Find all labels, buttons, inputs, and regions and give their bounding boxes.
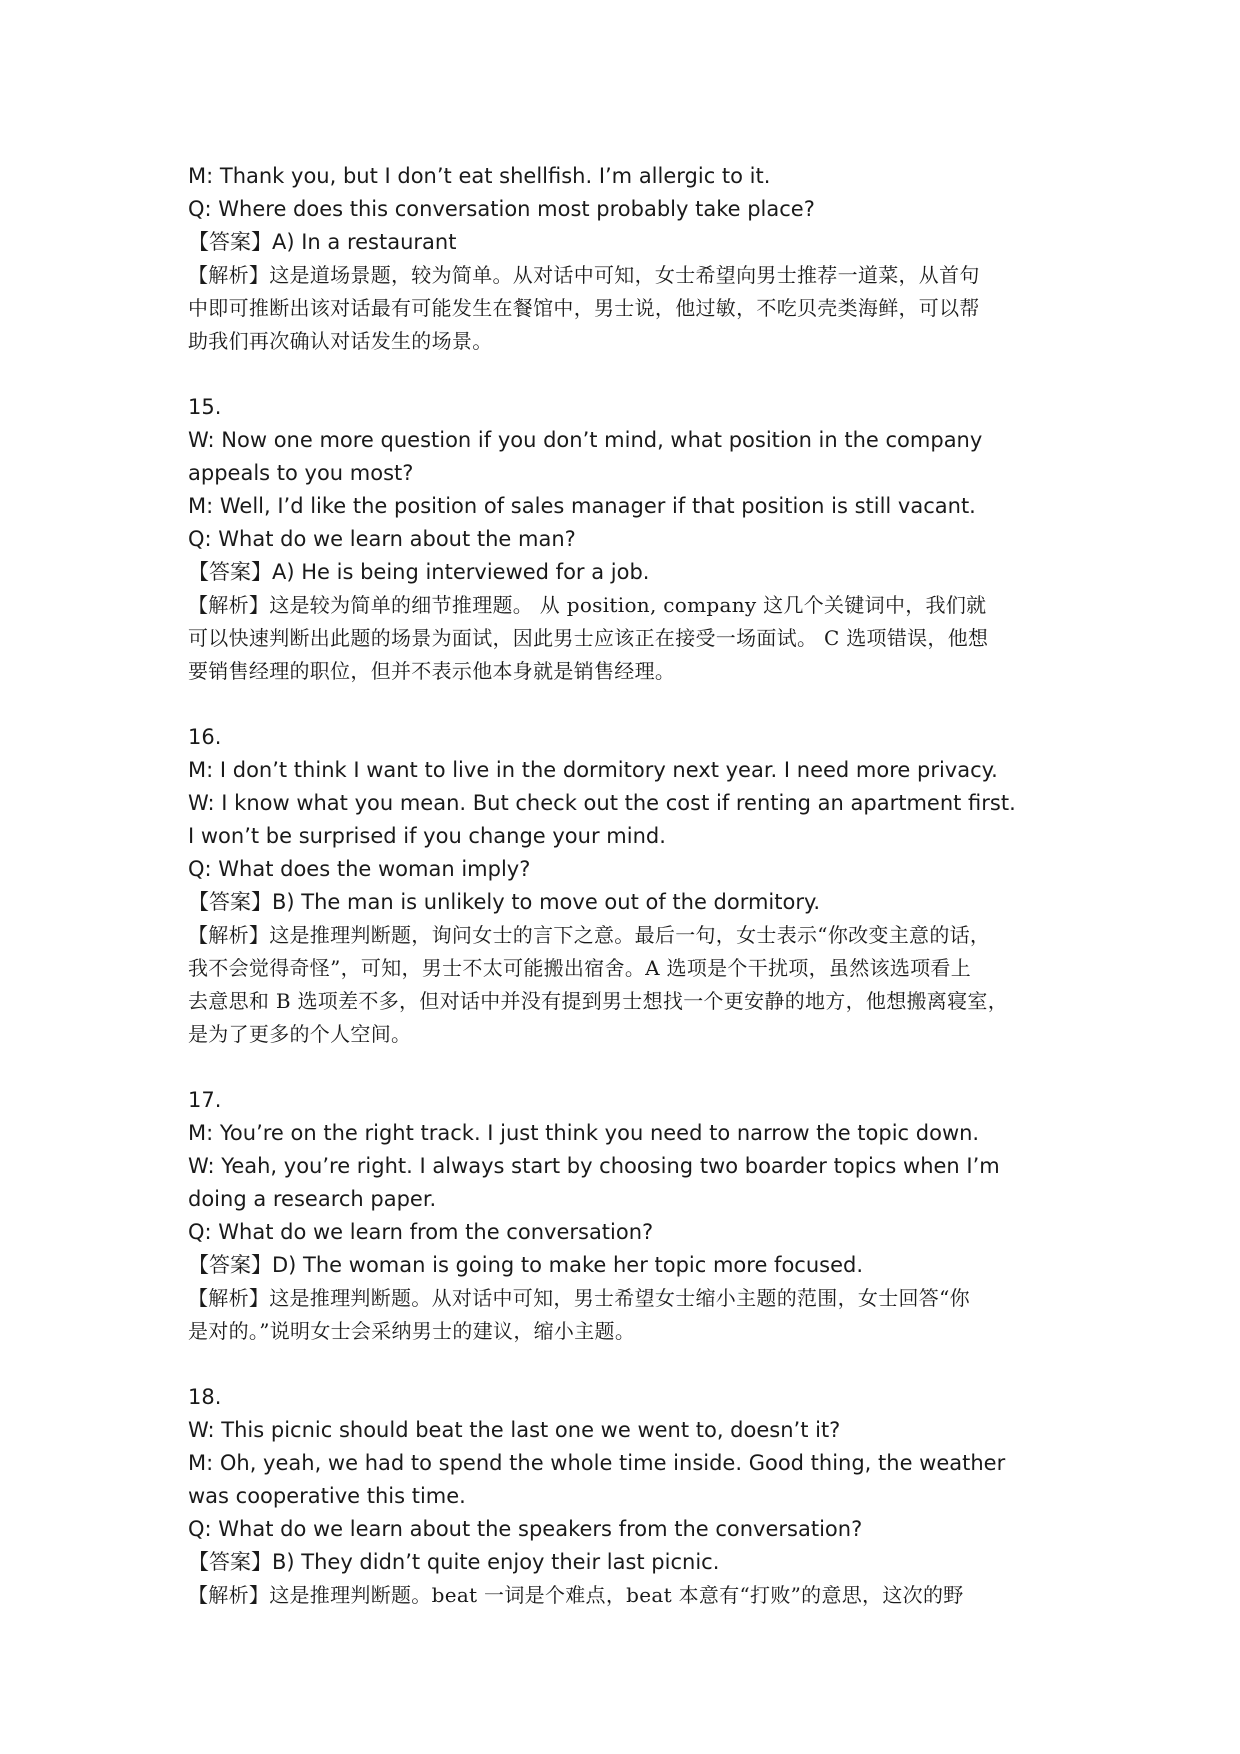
question-line: Q: What do we learn about the speakers from the conversation?: [188, 1517, 863, 1541]
dialogue-line: M: Thank you, but I don’t eat shellfish. I’m allergic to it.: [188, 164, 771, 188]
dialogue-line: appeals to you most?: [188, 461, 414, 485]
analysis-line: 是对的。”说明女士会采纳男士的建议，缩小主题。: [188, 1319, 636, 1343]
spacer: [188, 1051, 1068, 1084]
analysis-line: 【解析】这是推理判断题。beat 一词是个难点，beat 本意有“打败”的意思，这次的野: [188, 1583, 964, 1607]
question-number: 18.: [188, 1385, 222, 1409]
analysis-line: 【解析】这是推理判断题。从对话中可知，男士希望女士缩小主题的范围，女士回答“你: [188, 1286, 970, 1310]
dialogue-line: W: Yeah, you’re right. I always start by choosing two boarder topics when I’m: [188, 1154, 1000, 1178]
answer-line: 【答案】A) He is being interviewed for a job.: [188, 560, 650, 584]
analysis-line: 我不会觉得奇怪”，可知，男士不太可能搬出宿舍。A 选项是个干扰项，虽然该选项看上: [188, 956, 972, 980]
spacer: [188, 358, 1068, 391]
question-number: 16.: [188, 725, 222, 749]
question-line: Q: What do we learn from the conversation?: [188, 1220, 654, 1244]
answer-line: 【答案】D) The woman is going to make her topic more focused.: [188, 1253, 864, 1277]
question-15-block: [188, 391, 1068, 688]
analysis-line: 要销售经理的职位，但并不表示他本身就是销售经理。: [188, 659, 676, 683]
question-line: Q: What does the woman imply?: [188, 857, 531, 881]
question-17-block: [188, 1084, 1068, 1348]
question-number: 15.: [188, 395, 222, 419]
question-line: Q: Where does this conversation most probably take place?: [188, 197, 815, 221]
spacer: [188, 1348, 1068, 1381]
dialogue-line: was cooperative this time.: [188, 1484, 466, 1508]
question-16-block: [188, 721, 1068, 1051]
analysis-line: 是为了更多的个人空间。: [188, 1022, 412, 1046]
analysis-line: 去意思和 B 选项差不多，但对话中并没有提到男士想找一个更安静的地方，他想搬离寝室，: [188, 989, 1009, 1013]
dialogue-line: M: I don’t think I want to live in the dormitory next year. I need more privacy.: [188, 758, 998, 782]
dialogue-line: W: I know what you mean. But check out the cost if renting an apartment first.: [188, 791, 1016, 815]
spacer: [188, 688, 1068, 721]
answer-line: 【答案】A) In a restaurant: [188, 230, 457, 254]
document-page: [188, 160, 1068, 1612]
answer-line: 【答案】B) The man is unlikely to move out of the dormitory.: [188, 890, 821, 914]
dialogue-line: doing a research paper.: [188, 1187, 437, 1211]
analysis-line: 助我们再次确认对话发生的场景。: [188, 329, 493, 353]
analysis-line: 可以快速判断出此题的场景为面试，因此男士应该正在接受一场面试。 C 选项错误，他想: [188, 626, 989, 650]
analysis-line: 【解析】这是推理判断题，询问女士的言下之意。最后一句，女士表示“你改变主意的话，: [188, 923, 991, 947]
question-18-block: [188, 1381, 1068, 1612]
dialogue-line: I won’t be surprised if you change your mind.: [188, 824, 666, 848]
dialogue-line: M: Oh, yeah, we had to spend the whole time inside. Good thing, the weather: [188, 1451, 1006, 1475]
dialogue-line: M: Well, I’d like the position of sales manager if that position is still vacant.: [188, 494, 976, 518]
analysis-line: 中即可推断出该对话最有可能发生在餐馆中，男士说，他过敏，不吃贝壳类海鲜，可以帮: [188, 296, 980, 320]
answer-line: 【答案】B) They didn’t quite enjoy their last picnic.: [188, 1550, 720, 1574]
question-line: Q: What do we learn about the man?: [188, 527, 576, 551]
dialogue-line: W: This picnic should beat the last one we went to, doesn’t it?: [188, 1418, 841, 1442]
question-14-block: [188, 160, 1068, 358]
dialogue-line: M: You’re on the right track. I just think you need to narrow the topic down.: [188, 1121, 980, 1145]
question-number: 17.: [188, 1088, 222, 1112]
analysis-line: 【解析】这是道场景题，较为简单。从对话中可知，女士希望向男士推荐一道菜，从首句: [188, 263, 980, 287]
dialogue-line: W: Now one more question if you don’t mind, what position in the company: [188, 428, 983, 452]
analysis-line: 【解析】这是较为简单的细节推理题。 从 position, company 这几个关键词中，我们就: [188, 593, 987, 617]
